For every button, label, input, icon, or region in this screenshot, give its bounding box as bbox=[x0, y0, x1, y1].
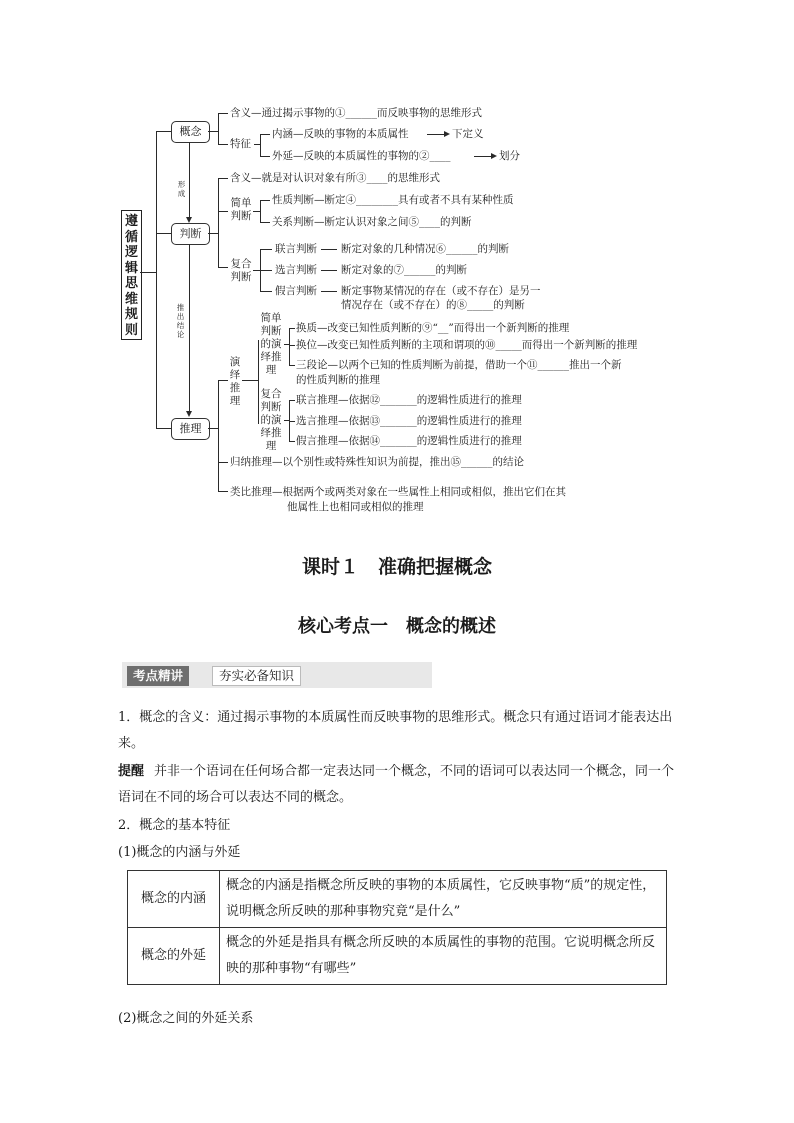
judgment-nature: 性质判断—断定④________具有或者不具有某种性质 bbox=[272, 194, 514, 206]
concept-feature-label: 特征 bbox=[230, 138, 251, 150]
link-form-label: 形成 bbox=[177, 180, 186, 198]
concept-meaning: 含义—通过揭示事物的①______而反映事物的思维形式 bbox=[230, 107, 482, 119]
reasoning-conjunctive: 联言推理—依据⑫_______的逻辑性质进行的推理 bbox=[296, 394, 522, 406]
heading-extension-relations: (2)概念之间的外延关系 bbox=[118, 1011, 254, 1026]
arrow-derive-head bbox=[186, 411, 192, 417]
judgment-conjunctive: 联言判断 bbox=[275, 243, 317, 255]
node-concept: 概念 bbox=[171, 121, 210, 143]
root-label: 遵循逻辑思维规则 bbox=[124, 214, 138, 338]
tag-sub: 夯实必备知识 bbox=[212, 666, 301, 686]
node-judgment: 判断 bbox=[171, 223, 210, 245]
reasoning-simple-deduct-label: 简单判断的演绎推理 bbox=[260, 312, 282, 376]
judgment-compound-label: 复合判断 bbox=[230, 258, 252, 283]
tip-block bbox=[118, 759, 678, 811]
concept-intension-target: 下定义 bbox=[452, 128, 484, 140]
reasoning-conversion-quality: 换质—改变已知性质判断的⑨“__”而得出一个新判断的推理 bbox=[296, 322, 570, 334]
concept-table bbox=[127, 870, 667, 985]
judgment-simple-label: 简单判断 bbox=[230, 197, 252, 222]
judgment-hypothetical: 假言判断 bbox=[275, 285, 317, 297]
lesson-title: 课时１ 准确把握概念 bbox=[301, 556, 492, 578]
judgment-hypothetical-def-2: 情况存在（或不存在）的⑧_____的判断 bbox=[341, 299, 525, 311]
heading-basic-features: 2．概念的基本特征 bbox=[118, 818, 231, 833]
judgment-disjunctive-def: 断定对象的⑦______的判断 bbox=[341, 264, 467, 276]
reasoning-analogical-2: 他属性上也相同或相似的推理 bbox=[287, 501, 424, 513]
judgment-hypothetical-def-1: 断定事物某情况的存在（或不存在）是另一 bbox=[341, 285, 541, 297]
table-value: 概念的内涵是指概念所反映的事物的本质属性，它反映事物“质”的规定性，说明概念所反映的那种事物究竟“是什么” bbox=[220, 871, 667, 928]
concept-extension: 外延—反映的本质属性的事物的②____ bbox=[272, 150, 451, 162]
arrow-derive-line bbox=[189, 244, 190, 412]
reasoning-syllogism-2: 的性质判断的推理 bbox=[296, 374, 380, 386]
reasoning-disjunctive: 选言推理—依据⑬_______的逻辑性质进行的推理 bbox=[296, 415, 522, 427]
tag-label: 考点精讲 bbox=[127, 666, 189, 686]
root-bracket-v bbox=[156, 131, 157, 429]
node-reasoning: 推理 bbox=[171, 418, 210, 440]
reasoning-compound-deduct-label: 复合判断的演绎推理 bbox=[260, 388, 282, 452]
arrow-form-head bbox=[186, 217, 192, 223]
tip-label: 提醒 bbox=[118, 764, 145, 779]
root-box bbox=[121, 210, 142, 340]
reasoning-hypothetical: 假言推理—依据⑭_______的逻辑性质进行的推理 bbox=[296, 435, 522, 447]
table-key: 概念的外延 bbox=[128, 928, 220, 985]
root-connector-h bbox=[140, 272, 156, 273]
reasoning-conversion-position: 换位—改变已知性质判断的主项和谓项的⑩_____而得出一个新判断的推理 bbox=[296, 339, 638, 351]
judgment-meaning: 含义—就是对认识对象有所③____的思维形式 bbox=[230, 172, 440, 184]
table-row bbox=[128, 928, 667, 985]
tip-text: 并非一个语词在任何场合都一定表达同一个概念，不同的语词可以表达同一个概念，同一个语词在不同的场合可以表达不同的概念。 bbox=[118, 764, 675, 805]
section-title: 核心考点一 概念的概述 bbox=[298, 616, 496, 637]
reasoning-inductive: 归纳推理—以个别性或特殊性知识为前提，推出⑮______的结论 bbox=[230, 456, 524, 468]
table-value: 概念的外延是指具有概念所反映的本质属性的事物的范围。它说明概念所反映的那种事物“有哪些” bbox=[220, 928, 667, 985]
reasoning-deductive-label: 演绎推理 bbox=[229, 356, 241, 407]
heading-intension-extension: (1)概念的内涵与外延 bbox=[118, 845, 241, 860]
reasoning-analogical-1: 类比推理—根据两个或两类对象在一些属性上相同或相似，推出它们在其 bbox=[230, 486, 566, 498]
judgment-conjunctive-def: 断定对象的几种情况⑥______的判断 bbox=[341, 243, 509, 255]
table-key: 概念的内涵 bbox=[128, 871, 220, 928]
concept-intension: 内涵—反映的事物的本质属性 bbox=[272, 128, 409, 140]
reasoning-syllogism-1: 三段论—以两个已知的性质判断为前提，借助一个⑪______推出一个新 bbox=[296, 359, 622, 371]
judgment-disjunctive: 选言判断 bbox=[275, 264, 317, 276]
judgment-relation: 关系判断—断定认识对象之间⑤____的判断 bbox=[272, 216, 472, 228]
concept-extension-target: 划分 bbox=[499, 150, 520, 162]
paragraph-definition: 1．概念的含义：通过揭示事物的本质属性而反映事物的思维形式。概念只有通过语词才能表达出来。 bbox=[118, 710, 673, 751]
link-derive-label: 推出结论 bbox=[176, 303, 185, 339]
table-row bbox=[128, 871, 667, 928]
arrow-form-line bbox=[189, 142, 190, 218]
